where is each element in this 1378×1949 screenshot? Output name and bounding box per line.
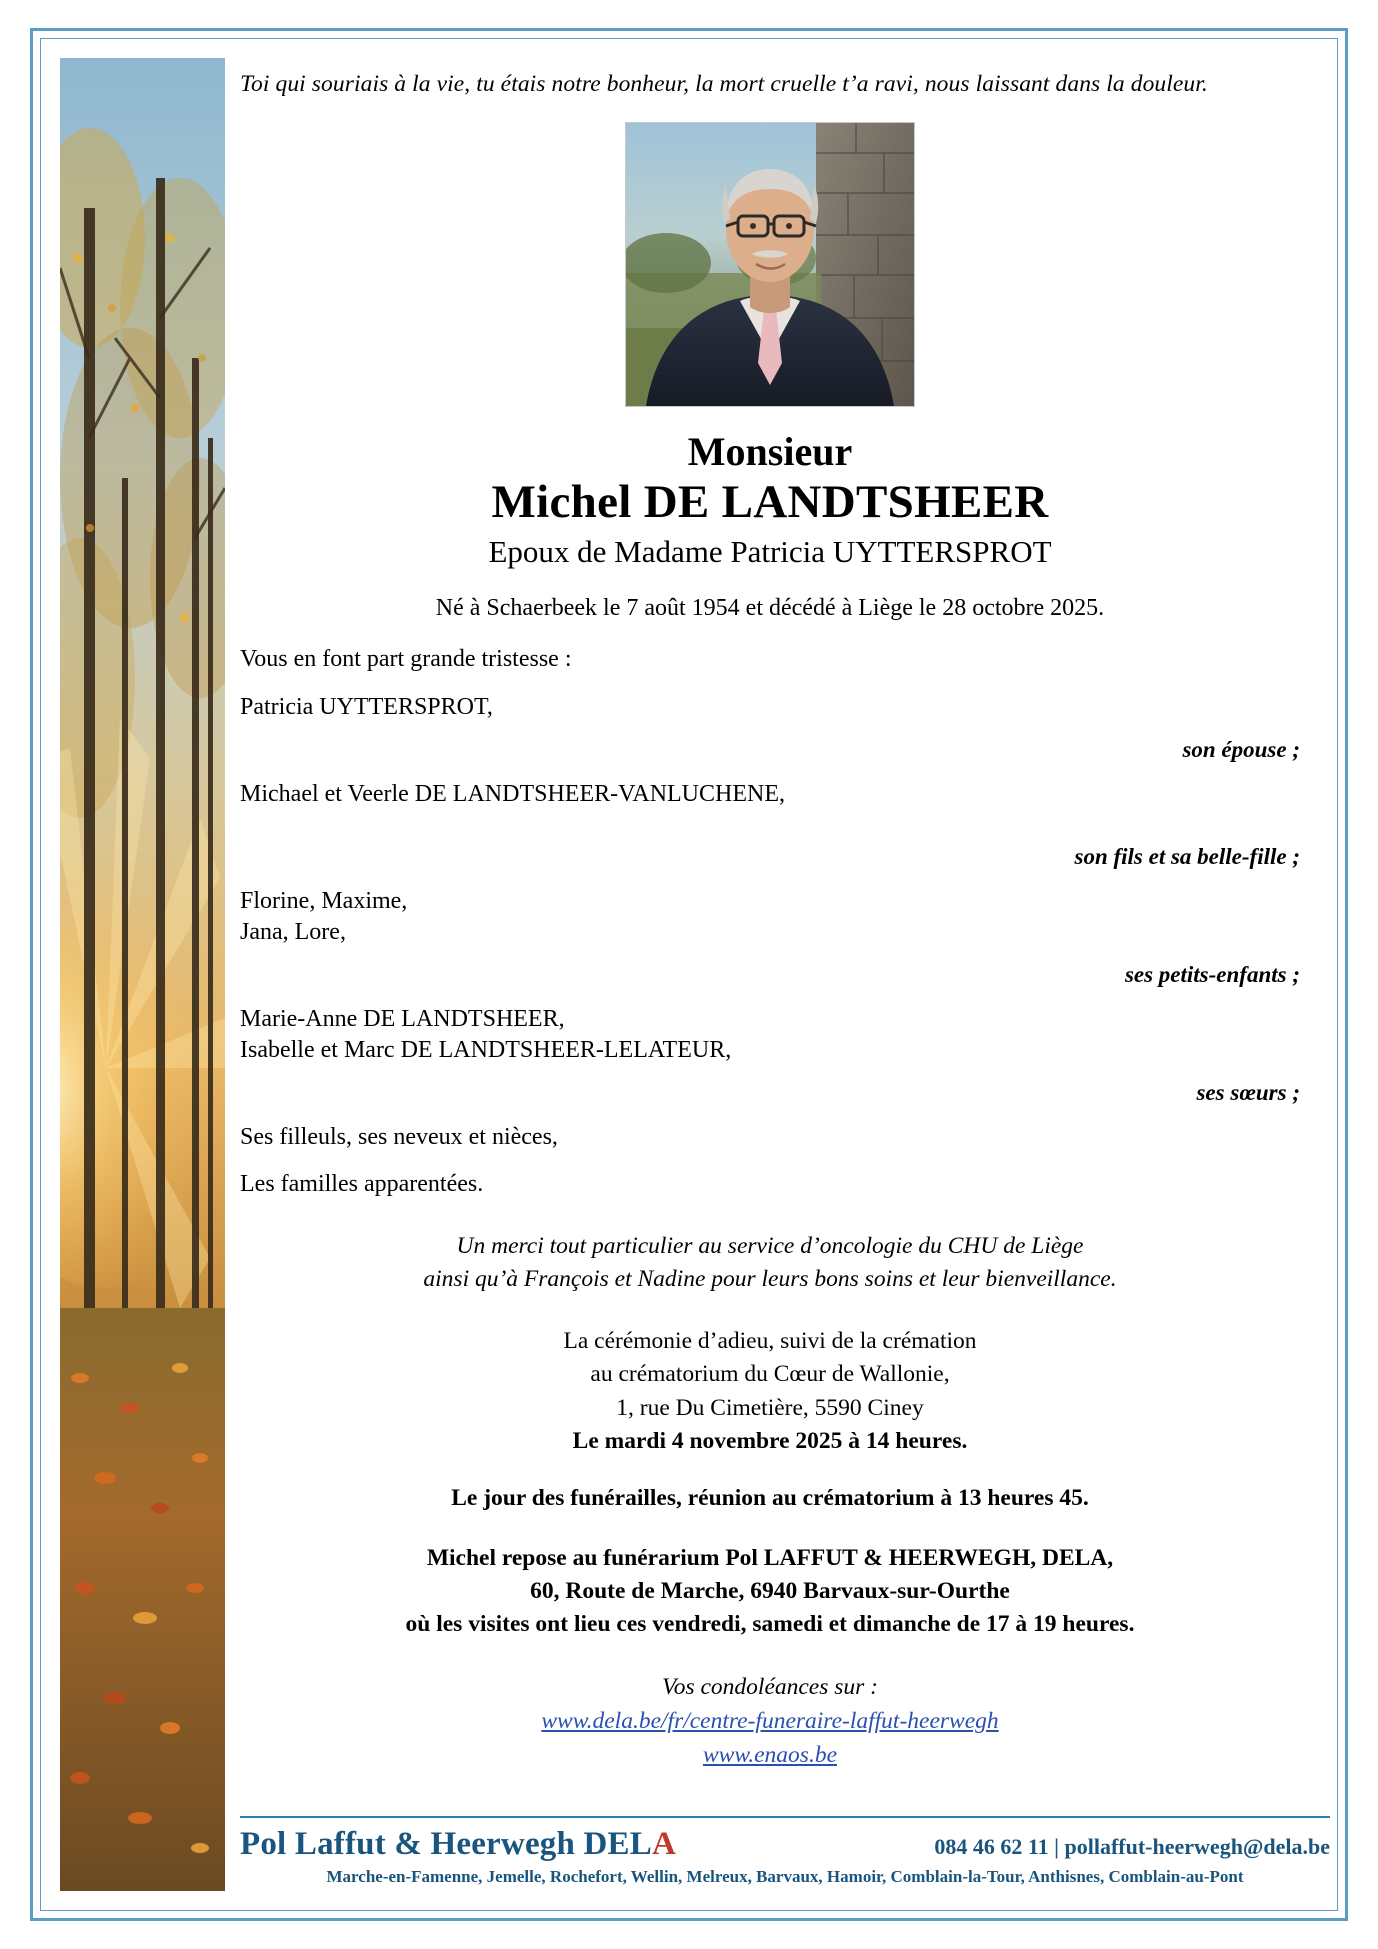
relative-names-2: Florine, Maxime, [240, 887, 408, 914]
funerarium-line-1: Michel repose au funérarium Pol LAFFUT & HEERWEGH, DELA, [426, 1544, 1114, 1571]
autumn-forest-photo [60, 58, 225, 1891]
thanks-block [240, 1230, 1300, 1297]
godchildren-line: Ses filleuls, ses neveux et nièces, [240, 1123, 558, 1150]
relative-names-3b: Isabelle et Marc DE LANDTSHEER-LELATEUR, [240, 1036, 732, 1063]
ceremony-block [240, 1325, 1300, 1458]
thanks-line-1: Un merci tout particulier au service d’oncologie du CHU de Liège [456, 1233, 1084, 1260]
main-content [240, 68, 1300, 1772]
ceremony-line-1: La cérémonie d’adieu, suivi de la crémation [563, 1327, 977, 1354]
name-title-block [240, 429, 1300, 573]
spouse-line: Epoux de Madame Patricia UYTTERSPROT [488, 534, 1052, 570]
memorial-quote: Toi qui souriais à la vie, tu étais notre bonheur, la mort cruelle t’a ravi, nous laissant dans la douleur. [240, 71, 1208, 97]
birth-death-line: Né à Schaerbeek le 7 août 1954 et décédé à Liège le 28 octobre 2025. [435, 595, 1105, 622]
ceremony-line-2: au crématorium du Cœur de Wallonie, [590, 1361, 950, 1388]
branch-towns-list: Marche-en-Famenne, Jemelle, Rochefort, Wellin, Melreux, Barvaux, Hamoir, Comblain-la-Tour, Anthisnes, Comblain-au-Pont [326, 1867, 1244, 1886]
announcement-intro: Vous en font part grande tristesse : [240, 646, 572, 673]
title-prefix: Monsieur [687, 429, 853, 475]
condolences-link-dela[interactable]: www.dela.be/fr/centre-funeraire-laffut-heerwegh [541, 1707, 999, 1734]
thanks-line-2: ainsi qu’à François et Nadine pour leurs bons soins et leur bienveillance. [423, 1266, 1117, 1293]
relative-names-3: Marie-Anne DE LANDTSHEER, [240, 1005, 565, 1032]
funerarium-line-3: où les visites ont lieu ces vendredi, samedi et dimanche de 17 à 19 heures. [405, 1611, 1135, 1638]
footer-branding [240, 1816, 1330, 1887]
relative-names-0: Patricia UYTTERSPROT, [240, 693, 493, 720]
families-line: Les familles apparentées. [240, 1170, 484, 1197]
company-logo-text [240, 1826, 676, 1863]
ceremony-datetime: Le mardi 4 novembre 2025 à 14 heures. [572, 1427, 968, 1454]
gathering-line: Le jour des funérailles, réunion au crématorium à 13 heures 45. [451, 1485, 1089, 1512]
condolences-label: Vos condoléances sur : [661, 1673, 879, 1700]
relative-names-1: Michael et Veerle DE LANDTSHEER-VANLUCHENE, [240, 780, 786, 807]
relative-role-1: son fils et sa belle-fille ; [1074, 843, 1300, 869]
deceased-name: Michel DE LANDTSHEER [491, 476, 1049, 529]
company-name-accent: A [651, 1826, 676, 1862]
condolences-link-enaos[interactable]: www.enaos.be [702, 1741, 838, 1768]
condolences-block [240, 1670, 1300, 1772]
relative-names-2b: Jana, Lore, [240, 919, 346, 946]
relative-role-2: ses petits-enfants ; [1124, 961, 1300, 987]
ceremony-line-3: 1, rue Du Cimetière, 5590 Ciney [616, 1394, 924, 1421]
funerarium-line-2: 60, Route de Marche, 6940 Barvaux-sur-Ourthe [530, 1577, 1010, 1604]
portrait-photo-of-deceased [625, 122, 915, 407]
relative-role-3: ses sœurs ; [1196, 1079, 1300, 1105]
company-name: Pol Laffut & Heerwegh DEL [240, 1826, 652, 1862]
funerarium-block [240, 1542, 1300, 1642]
contact-info: 084 46 62 11 | pollaffut-heerwegh@dela.be [934, 1834, 1330, 1859]
relative-role-0: son épouse ; [1182, 736, 1300, 762]
